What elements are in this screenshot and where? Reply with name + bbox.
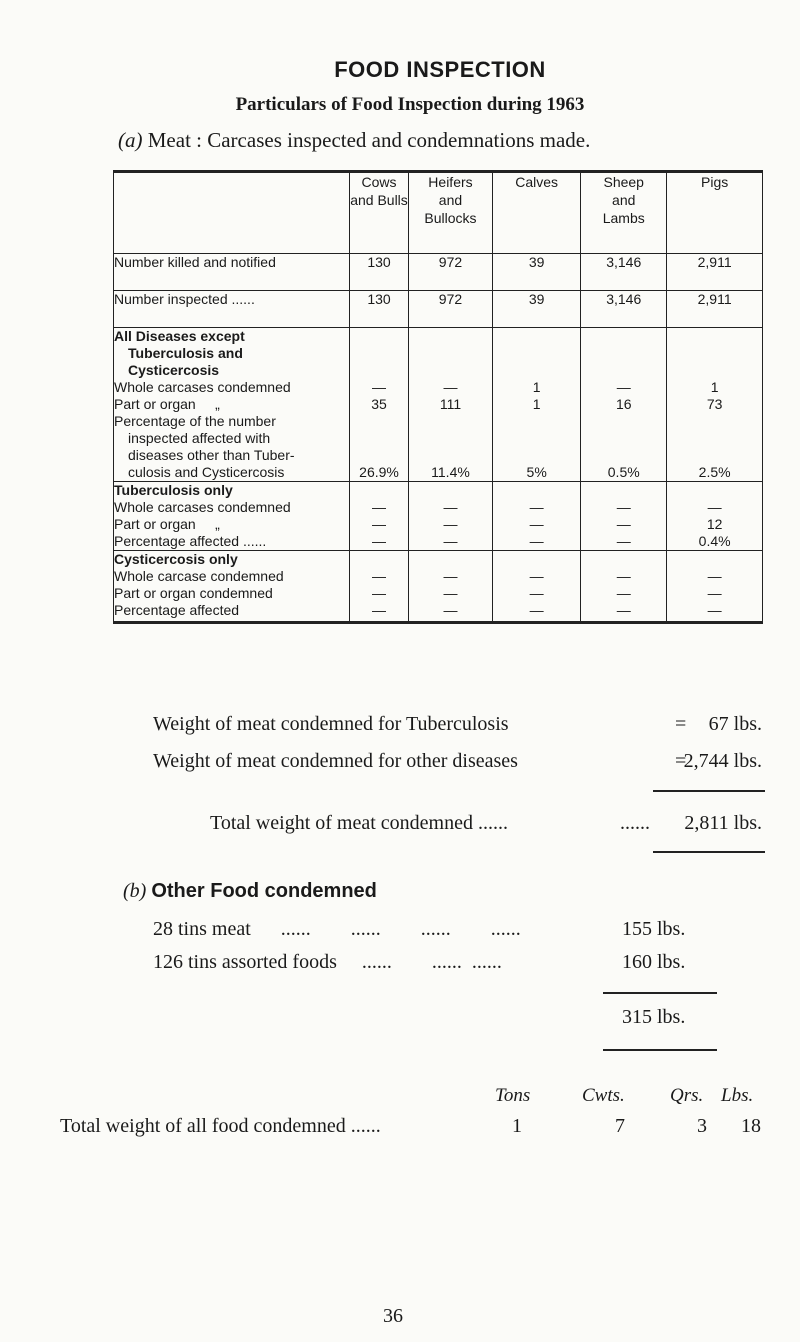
block-cells	[581, 328, 667, 482]
cell-value: —	[372, 602, 386, 618]
header-cows-bulls	[350, 172, 409, 254]
header-line: Bullocks	[424, 210, 477, 226]
header-line: and	[438, 192, 463, 208]
block-cells	[667, 551, 763, 623]
block-cells	[667, 482, 763, 551]
cell-value: 5%	[526, 464, 547, 480]
block-cells	[350, 551, 409, 623]
total-meat-dots: ......	[620, 812, 650, 834]
cell-value: —	[372, 585, 386, 601]
cell-value: —	[707, 568, 722, 584]
header-sheep-lambs	[581, 172, 667, 254]
cell-value: —	[443, 499, 458, 515]
row-label: Percentage affected	[114, 602, 240, 618]
cell-value: 130	[350, 254, 409, 291]
other-food-item-value: 160 lbs.	[622, 951, 686, 973]
weight-tb-equals: =	[675, 713, 687, 735]
row-label: Whole carcase condemned	[114, 568, 284, 584]
block-cells	[667, 328, 763, 482]
cell-value: 39	[493, 291, 581, 328]
unit-cwts: Cwts.	[582, 1085, 625, 1106]
block-labels	[114, 328, 350, 482]
cell-value: 73	[706, 396, 723, 412]
block-cells	[493, 328, 581, 482]
cell-value: —	[529, 499, 544, 515]
header-line: Calves	[515, 174, 559, 190]
table-block-all-diseases	[114, 328, 763, 482]
cell-value: —	[529, 602, 544, 618]
row-label: inspected affected with	[128, 430, 271, 446]
block-cells	[493, 551, 581, 623]
row-label: Number inspected ......	[114, 291, 350, 328]
cell-value: 3,146	[581, 291, 667, 328]
total-meat-value: 2,811 lbs.	[684, 812, 762, 834]
cell-value: 1	[532, 396, 541, 412]
unit-tons: Tons	[495, 1085, 531, 1106]
cell-value: 35	[371, 396, 387, 412]
header-calves	[493, 172, 581, 254]
row-label: diseases other than Tuber-	[128, 447, 295, 463]
row-label: Percentage affected ......	[114, 533, 267, 549]
weight-tb-value: 67 lbs.	[708, 713, 762, 735]
cell-value: 0.5%	[607, 464, 640, 480]
divider	[603, 1049, 717, 1051]
cell-value: —	[707, 499, 722, 515]
cell-value: 0.4%	[698, 533, 731, 549]
cell-value: —	[529, 568, 544, 584]
block-heading-line: Tuberculosis only	[114, 482, 233, 498]
total-meat-label: Total weight of meat condemned ......	[210, 812, 508, 834]
weight-tb-label: Weight of meat condemned for Tuberculosis	[153, 713, 509, 735]
header-line: and	[612, 192, 636, 208]
cell-value: 111	[439, 396, 462, 412]
header-line: and Bulls	[350, 192, 408, 208]
header-pigs	[667, 172, 763, 254]
row-label: Percentage of the number	[114, 413, 276, 429]
cell-value: —	[443, 602, 458, 618]
cell-value: 39	[493, 254, 581, 291]
cell-value: —	[372, 516, 386, 532]
meat-section-letter: (a)	[118, 128, 143, 152]
block-heading-line: Cysticercosis	[128, 362, 220, 378]
cell-value: —	[372, 379, 386, 395]
cell-value: 26.9%	[359, 464, 399, 480]
meat-section-heading	[118, 128, 590, 153]
page-title: FOOD INSPECTION	[334, 57, 546, 82]
cell-value: —	[529, 516, 544, 532]
cell-value: 16	[615, 396, 632, 412]
cell-value: —	[529, 533, 544, 549]
grand-total-label: Total weight of all food condemned ......	[60, 1115, 381, 1137]
header-heifers-bullocks	[408, 172, 492, 254]
block-cells	[350, 482, 409, 551]
other-food-item-value: 155 lbs.	[622, 918, 686, 940]
block-heading-line: Tuberculosis and	[128, 345, 243, 361]
cell-value: 2,911	[667, 254, 763, 291]
cell-value: —	[616, 516, 631, 532]
meat-section-text: Meat : Carcases inspected and condemnations made.	[147, 128, 591, 152]
other-food-total: 315 lbs.	[622, 1006, 686, 1028]
row-label: Number killed and notified	[114, 254, 350, 291]
header-line: Sheep	[603, 174, 644, 190]
block-cells	[408, 328, 492, 482]
weight-other-equals: =	[675, 750, 687, 772]
grand-total-lbs: 18	[741, 1115, 761, 1137]
row-label: Part or organ „	[114, 396, 220, 412]
cell-value: —	[443, 533, 458, 549]
cell-value: —	[443, 516, 458, 532]
cell-value: —	[443, 568, 458, 584]
divider	[653, 790, 765, 792]
page-number: 36	[383, 1305, 403, 1327]
header-line: Lambs	[602, 210, 645, 226]
cell-value: 3,146	[581, 254, 667, 291]
block-cells	[493, 482, 581, 551]
cell-value: —	[443, 585, 458, 601]
other-food-letter: (b)	[123, 880, 147, 902]
header-line: Pigs	[701, 174, 729, 190]
block-cells	[408, 482, 492, 551]
grand-total-qrs: 3	[697, 1115, 707, 1137]
table-block-cysticercosis	[114, 551, 763, 623]
cell-value: —	[707, 602, 722, 618]
block-heading-line: All Diseases except	[114, 328, 245, 344]
cell-value: —	[707, 585, 722, 601]
table-row-inspected	[114, 291, 763, 328]
header-blank	[114, 172, 350, 254]
weight-other-value: 2,744 lbs.	[683, 750, 762, 772]
cell-value: 2.5%	[698, 464, 731, 480]
block-cells	[581, 551, 667, 623]
divider	[603, 992, 717, 994]
block-labels	[114, 482, 350, 551]
cell-value: 1	[532, 379, 541, 395]
header-line: Cows	[361, 174, 397, 190]
table-row-killed	[114, 254, 763, 291]
divider	[653, 851, 765, 853]
table-block-tuberculosis	[114, 482, 763, 551]
cell-value: —	[616, 533, 631, 549]
cell-value: —	[372, 568, 386, 584]
carcase-inspection-table	[113, 170, 763, 624]
cell-value: 11.4%	[431, 464, 470, 480]
cell-value: 1	[710, 379, 719, 395]
block-cells	[408, 551, 492, 623]
block-cells	[350, 328, 409, 482]
other-food-heading	[123, 880, 377, 903]
cell-value: 2,911	[667, 291, 763, 328]
other-food-item-label: 28 tins meat ...... ...... ...... ......	[153, 918, 521, 940]
table-header-row	[114, 172, 763, 254]
header-line: Heifers	[428, 174, 473, 190]
grand-total-cwts: 7	[615, 1115, 625, 1137]
row-label: Whole carcases condemned	[114, 379, 291, 395]
weight-other-label: Weight of meat condemned for other diseases	[153, 750, 518, 772]
grand-total-tons: 1	[512, 1115, 522, 1137]
row-label: Part or organ „	[114, 516, 220, 532]
cell-value: —	[529, 585, 544, 601]
cell-value: —	[616, 379, 631, 395]
cell-value: 130	[350, 291, 409, 328]
cell-value: 972	[408, 254, 492, 291]
cell-value: —	[616, 568, 631, 584]
cell-value: —	[616, 499, 631, 515]
cell-value: —	[443, 379, 458, 395]
cell-value: 972	[408, 291, 492, 328]
other-food-item-label: 126 tins assorted foods ...... ...... ......	[153, 951, 502, 973]
cell-value: —	[616, 602, 631, 618]
block-heading-line: Cysticercosis only	[114, 551, 238, 567]
cell-value: —	[616, 585, 631, 601]
other-food-title: Other Food condemned	[151, 880, 377, 902]
row-label: culosis and Cysticercosis	[128, 464, 285, 480]
block-cells	[581, 482, 667, 551]
block-labels	[114, 551, 350, 623]
row-label: Part or organ condemned	[114, 585, 273, 601]
unit-qrs: Qrs.	[670, 1085, 704, 1106]
unit-lbs: Lbs.	[721, 1085, 754, 1106]
page-subtitle: Particulars of Food Inspection during 1963	[235, 94, 585, 115]
cell-value: —	[372, 533, 386, 549]
cell-value: —	[372, 499, 386, 515]
cell-value: 12	[706, 516, 723, 532]
row-label: Whole carcases condemned	[114, 499, 291, 515]
